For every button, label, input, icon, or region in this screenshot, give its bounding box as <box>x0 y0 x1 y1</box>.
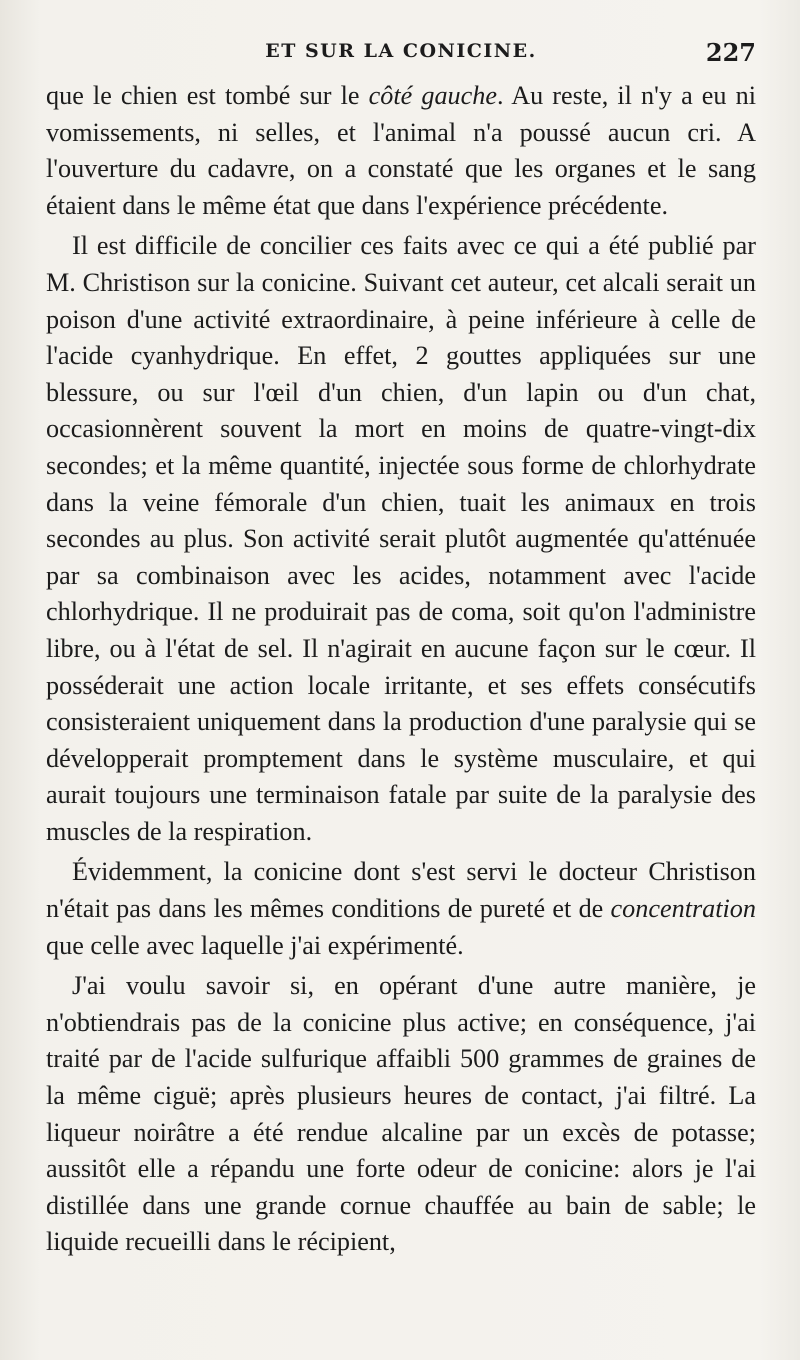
text-span: que le chien est tombé sur le <box>46 81 369 110</box>
text-span: que celle avec laquelle j'ai expérimenté. <box>46 930 464 960</box>
paragraph-1 <box>46 78 756 224</box>
page-number: 227 <box>705 38 756 67</box>
body-text <box>46 78 756 1261</box>
italic-text: côté gauche <box>368 81 497 110</box>
text-span: . Au reste, il n'y a eu ni vomissements, ni selles, et l'animal n'a poussé aucun cri. A l'ouverture du cadavre, on a constaté que les organes et le sang étaient dans le même état que dans l'expérience précédente. <box>46 81 756 220</box>
text-span: Évidemment, la conicine dont s'est servi le docteur Christison n'était pas dans les mêmes conditions de pureté et de <box>46 857 756 924</box>
running-title: ET SUR LA CONICINE. <box>265 40 537 62</box>
italic-text: concentration <box>610 894 756 924</box>
paragraph-4: J'ai voulu savoir si, en opérant d'une autre manière, je n'obtiendrais pas de la conicine plus active; en conséquence, j'ai traité par de l'acide sulfurique affaibli 500 grammes de graines de la même ciguë; après plusieurs heures de contact, j'ai filtré. La liqueur noirâtre a été rendue alcaline par un excès de potasse; aussitôt elle a répandu une forte odeur de conicine: alors je l'ai distillée dans une grande cornue chauffée au bain de sable; le liquide recueilli dans le récipient, <box>46 971 756 1257</box>
page-header <box>46 34 756 78</box>
paragraph-2: Il est difficile de concilier ces faits avec ce qui a été publié par M. Christison sur la conicine. Suivant cet auteur, cet alcali serait un poison d'une activité extraordinaire, à peine inférieure à celle de l'acide cyanhydrique. En effet, 2 gouttes appliquées sur une blessure, ou sur l'œil d'un chien, d'un lapin ou d'un chat, occasionnèrent souvent la mort en moins de quatre-vingt-dix secondes; et la même quantité, injectée sous forme de chlorhydrate dans la veine fémorale d'un chien, tuait les animaux en trois secondes au plus. Son activité serait plutôt augmentée qu'atténuée par sa combinaison avec les acides, notamment avec l'acide chlorhydrique. Il ne produirait pas de coma, soit qu'on l'administre libre, ou à l'état de sel. Il n'agirait en aucune façon sur le cœur. Il posséderait une action locale irritante, et ses effets consécutifs consisteraient uniquement dans la production d'une paralysie qui se développerait promptement dans le système musculaire, et qui aurait toujours une terminaison fatale par suite de la paralysie des muscles de la respiration. <box>46 231 756 846</box>
paragraph-3 <box>46 854 756 964</box>
